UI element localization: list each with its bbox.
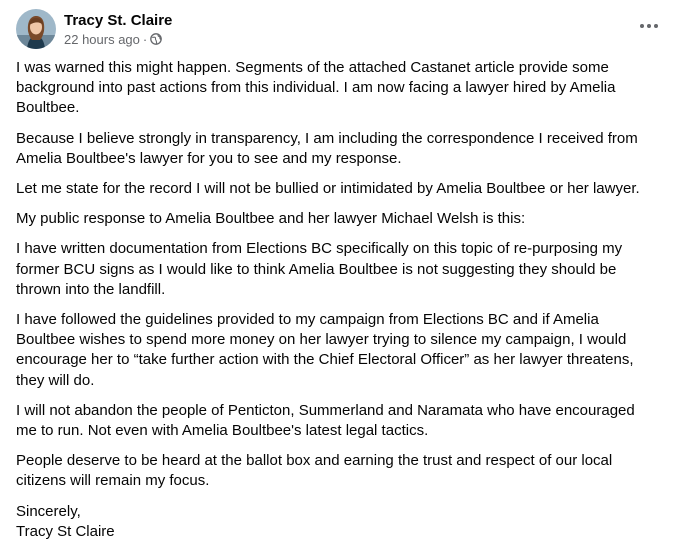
avatar[interactable] — [16, 9, 56, 49]
post-body — [16, 58, 656, 542]
avatar-image — [16, 9, 56, 49]
post-paragraph: I have written documentation from Elections BC specifically on this topic of re-purposing my former BCU signs as I would like to think Amelia Boultbee is not suggesting they should be thrown into the landfill. — [16, 240, 623, 298]
post-paragraph: I will not abandon the people of Penticton, Summerland and Naramata who have encouraged me to run. Not even with Amelia Boultbee's latest legal tactics. — [16, 401, 635, 440]
post-meta — [64, 11, 172, 48]
post-subline — [64, 31, 172, 48]
more-options-icon[interactable] — [635, 12, 663, 40]
post-paragraph: People deserve to be heard at the ballot box and earning the trust and respect of our local citizens will remain my focus. — [16, 452, 613, 490]
author-name[interactable]: Tracy St. Claire — [64, 11, 173, 29]
post-timestamp[interactable]: 22 hours ago — [64, 31, 140, 47]
globe-icon[interactable] — [150, 33, 162, 45]
post-paragraph: Because I believe strongly in transparency, I am including the correspondence I received from Amelia Boultbee's lawyer for you to see and my response. — [16, 129, 638, 167]
post-paragraph: I have followed the guidelines provided to my campaign from Elections BC and if Amelia Boultbee wishes to spend more money on her lawyer trying to silence my campaign, I would encourage her to “take further action with the Chief Electoral Officer” as her lawyer threatens, they will do. — [16, 311, 634, 389]
meta-separator: · — [142, 31, 148, 47]
post-paragraph: I was warned this might happen. Segments of the attached Castanet article provide some background into past actions from this individual. I am now facing a lawyer hired by Amelia Boultbee. — [16, 59, 616, 117]
post-paragraph: My public response to Amelia Boultbee and her lawyer Michael Welsh is this: — [16, 210, 526, 228]
post-signature: Tracy St Claire — [16, 522, 115, 540]
post-paragraph: Let me state for the record I will not be bullied or intimidated by Amelia Boultbee or her lawyer. — [16, 180, 640, 198]
post-header — [16, 8, 172, 50]
post-closing: Sincerely, — [16, 502, 81, 520]
